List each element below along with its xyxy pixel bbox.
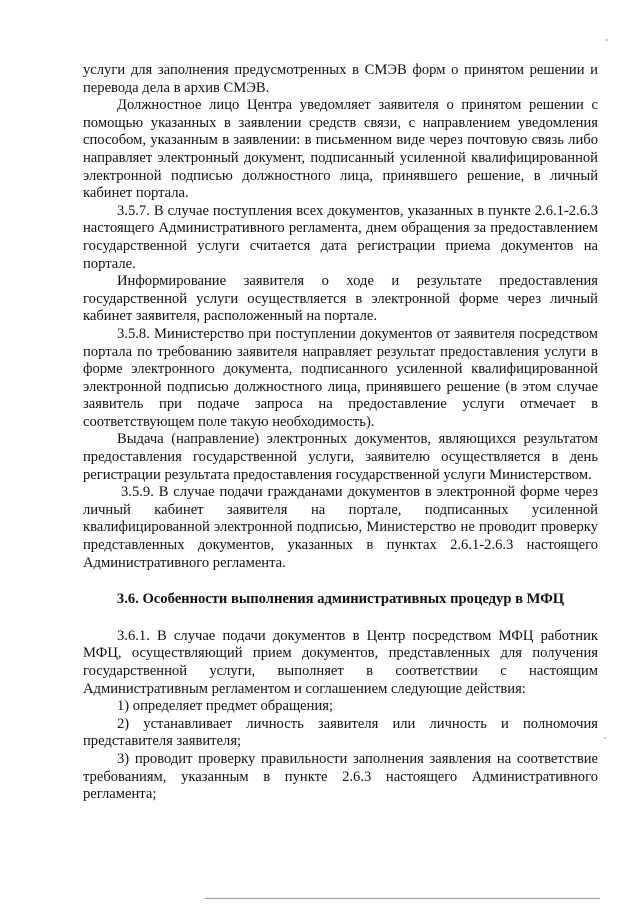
scan-speck: [606, 39, 608, 41]
section-heading: 3.6. Особенности выполнения административных процедур в МФЦ: [116, 591, 565, 608]
scan-edge-line: [205, 898, 600, 899]
paragraph-3-5-8: 3.5.8. Министерство при поступлении документов от заявителя посредством портала по требованию заявителя направляет результат предоставления услуги в форме электронного документа, подписанного усиленной квалифицированной электронной подписью должностного лица, принявшего решение (в этом случае заявитель при подаче запроса на предоставление услуги отмечает в соответствующем поле такую необходимость).: [83, 325, 598, 430]
document-body: [83, 62, 598, 804]
paragraph-continuation: услуги для заполнения предусмотренных в СМЭВ форм о принятом решении и перевода дела в архив СМЭВ.: [83, 62, 598, 96]
paragraph-3-6-1: 3.6.1. В случае подачи документов в Центр посредством МФЦ работник МФЦ, осуществляющий прием документов, представленных для получения государственной услуги, выполняет в соответствии с настоящим Административным регламентом и соглашением следующие действия:: [83, 627, 598, 697]
list-item-3: 3) проводит проверку правильности заполнения заявления на соответствие требованиям, указанным в пункте 2.6.3 настоящего Административного регламента;: [83, 750, 598, 803]
list-item-1: 1) определяет предмет обращения;: [117, 698, 334, 715]
list-item-2: 2) устанавливает личность заявителя или личность и полномочия представителя заявителя;: [83, 715, 598, 750]
paragraph-informing: Информирование заявителя о ходе и результате предоставления государственной услуги осуществляется в электронной форме через личный кабинет заявителя, расположенный на портале.: [83, 273, 598, 325]
scan-speck: [604, 737, 606, 739]
paragraph-issuance: Выдача (направление) электронных документов, являющихся результатом предоставления государственной услуги, заявителю осуществляется в день регистрации результата предоставления государственной услуги Министерством.: [83, 431, 598, 483]
paragraph-3-5-9: 3.5.9. В случае подачи гражданами документов в электронной форме через личный кабинет заявителя на портале, подписанных усиленной квалифицированной электронной подписью, Министерство не проводит проверку представленных документов, указанных в пунктах 2.6.1-2.6.3 настоящего Административного регламента.: [83, 484, 598, 571]
paragraph-3-5-7: 3.5.7. В случае поступления всех документов, указанных в пункте 2.6.1-2.6.3 настоящего Административного регламента, днем обращения за предоставлением государственной услуги считается дата регистрации приема документов на портале.: [83, 202, 598, 272]
paragraph-notification: Должностное лицо Центра уведомляет заявителя о принятом решении с помощью указанных в заявлении средств связи, с направлением уведомления способом, указанным в заявлении: в письменном виде через почтовую связь либо направляет электронный документ, подписанный усиленной квалифицированной электронной подписью должностного лица, принявшего решение, в личный кабинет портала.: [83, 97, 598, 202]
